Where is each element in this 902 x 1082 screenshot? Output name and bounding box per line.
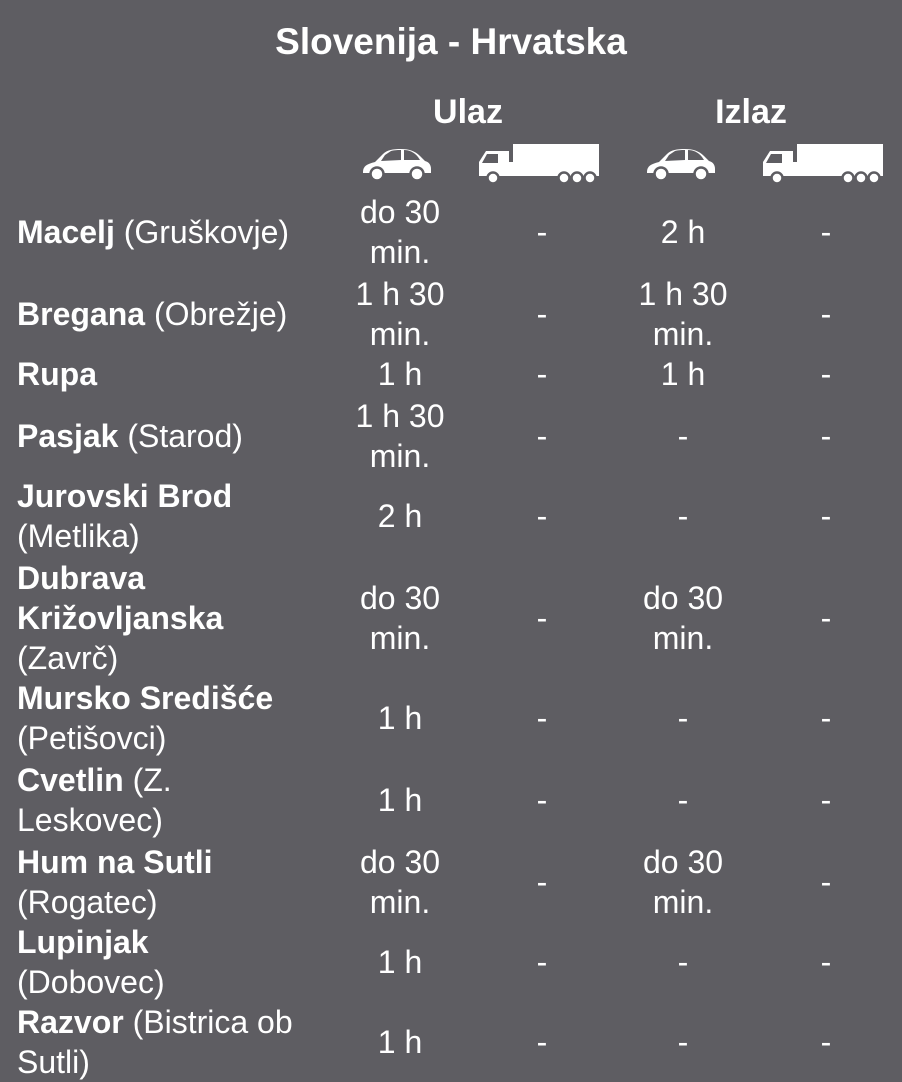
crossing-alt-name: (Starod) <box>118 418 243 454</box>
entry-car-wait: do 30 min. <box>359 194 441 270</box>
entry-car-wait: 1 h 30 min. <box>355 398 445 474</box>
table-row <box>0 842 902 922</box>
entry-car-wait: 1 h <box>377 944 423 980</box>
table-row <box>0 476 902 556</box>
crossing-primary-name: Hum na Sutli <box>17 844 213 880</box>
crossing-name <box>17 678 342 758</box>
exit-truck-wait: - <box>820 600 832 636</box>
entry-car-wait: 1 h 30 min. <box>355 276 445 352</box>
table-row <box>0 192 902 272</box>
table-row <box>0 396 902 476</box>
crossing-primary-name: Jurovski Brod <box>17 478 233 514</box>
exit-header: Izlaz <box>715 93 787 131</box>
exit-car-wait: do 30 min. <box>642 580 724 656</box>
entry-car-wait: 1 h <box>377 782 423 818</box>
entry-truck-wait: - <box>536 498 548 534</box>
exit-truck-wait: - <box>820 214 832 250</box>
table-row <box>0 1002 902 1082</box>
entry-truck-icon <box>476 142 602 186</box>
table-row <box>0 760 902 840</box>
exit-truck-wait: - <box>820 418 832 454</box>
entry-car-wait: 1 h <box>377 700 423 736</box>
entry-truck-wait: - <box>536 356 548 392</box>
crossing-name <box>17 396 342 476</box>
table-row <box>0 678 902 758</box>
exit-car-wait: do 30 min. <box>642 844 724 920</box>
entry-car-wait: 1 h <box>377 356 423 392</box>
crossing-primary-name: Rupa <box>17 356 97 392</box>
table-row <box>0 354 902 394</box>
crossing-name <box>17 274 342 354</box>
crossing-alt-name: (Rogatec) <box>17 884 158 920</box>
crossing-alt-name: (Bistrica ob Sutli) <box>17 1004 293 1080</box>
entry-truck-wait: - <box>536 600 548 636</box>
entry-car-wait: do 30 min. <box>359 580 441 656</box>
exit-truck-wait: - <box>820 944 832 980</box>
exit-truck-wait: - <box>820 356 832 392</box>
crossing-name <box>17 558 317 678</box>
crossing-primary-name: Pasjak <box>17 418 119 454</box>
entry-truck-wait: - <box>536 700 548 736</box>
crossing-primary-name: Bregana <box>17 296 146 332</box>
exit-truck-wait: - <box>820 1024 832 1060</box>
crossing-primary-name: Cvetlin <box>17 762 124 798</box>
table-row <box>0 922 902 1002</box>
crossing-name <box>17 1002 317 1082</box>
exit-truck-wait: - <box>820 864 832 900</box>
crossing-alt-name: (Zavrč) <box>17 640 119 676</box>
table-row <box>0 558 902 678</box>
exit-car-wait: - <box>677 700 689 736</box>
exit-car-icon <box>641 142 717 186</box>
exit-car-wait: 2 h <box>660 214 706 250</box>
entry-car-icon <box>357 142 433 186</box>
crossing-alt-name: (Gruškovje) <box>114 214 290 250</box>
exit-truck-wait: - <box>820 782 832 818</box>
crossing-alt-name: (Obrežje) <box>145 296 288 332</box>
crossing-primary-name: Razvor <box>17 1004 124 1040</box>
table-row <box>0 274 902 354</box>
crossing-name <box>17 842 317 922</box>
exit-truck-icon <box>760 142 886 186</box>
exit-truck-wait: - <box>820 700 832 736</box>
exit-car-wait: - <box>677 498 689 534</box>
crossing-primary-name: Macelj <box>17 214 115 250</box>
entry-truck-wait: - <box>536 1024 548 1060</box>
crossing-alt-name: (Petišovci) <box>17 720 167 756</box>
crossing-name <box>17 192 342 272</box>
entry-truck-wait: - <box>536 864 548 900</box>
crossing-name <box>17 476 342 556</box>
entry-car-wait: do 30 min. <box>359 844 441 920</box>
exit-car-wait: - <box>677 782 689 818</box>
entry-truck-wait: - <box>536 296 548 332</box>
entry-truck-wait: - <box>536 782 548 818</box>
exit-car-wait: - <box>677 944 689 980</box>
exit-truck-wait: - <box>820 498 832 534</box>
crossing-primary-name: Lupinjak <box>17 924 149 960</box>
crossing-name <box>17 760 227 840</box>
entry-truck-wait: - <box>536 214 548 250</box>
crossing-name <box>17 354 342 394</box>
entry-car-wait: 1 h <box>377 1024 423 1060</box>
crossing-primary-name: Dubrava Križovljanska <box>17 560 224 636</box>
crossing-alt-name: (Dobovec) <box>17 964 165 1000</box>
exit-car-wait: - <box>677 418 689 454</box>
crossing-name <box>17 922 227 1002</box>
crossing-primary-name: Mursko Središće <box>17 680 274 716</box>
crossing-alt-name: (Metlika) <box>17 518 140 554</box>
page-title: Slovenija - Hrvatska <box>275 21 627 62</box>
entry-car-wait: 2 h <box>377 498 423 534</box>
crossing-alt-name: (Z. Leskovec) <box>17 762 172 838</box>
exit-car-wait: 1 h 30 min. <box>638 276 728 352</box>
exit-truck-wait: - <box>820 296 832 332</box>
exit-car-wait: - <box>677 1024 689 1060</box>
exit-car-wait: 1 h <box>660 356 706 392</box>
entry-truck-wait: - <box>536 418 548 454</box>
entry-header: Ulaz <box>433 93 503 131</box>
entry-truck-wait: - <box>536 944 548 980</box>
